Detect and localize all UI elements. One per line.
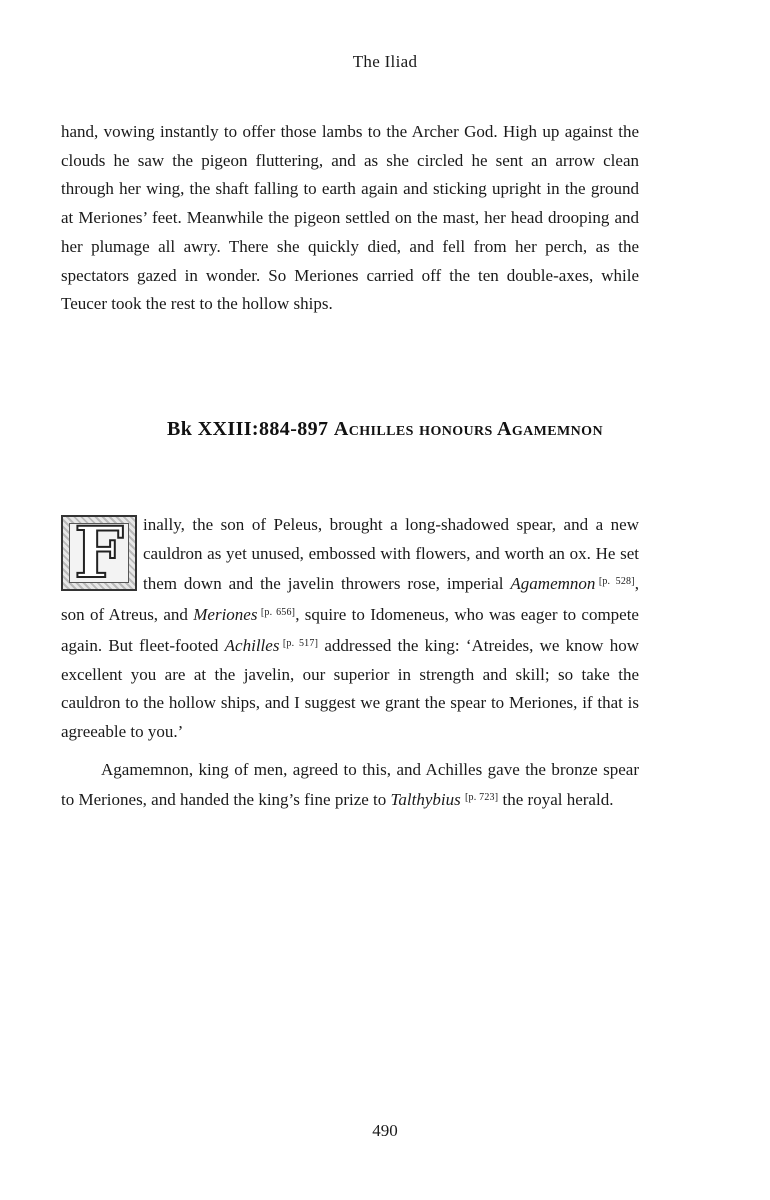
paragraph: hand, vowing instantly to offer those lambs to the Archer God. High up against the clouds he saw the pigeon fluttering, and as she circled he sent an arrow clean through her wing, the shaft falling to earth again and sticking upright in the ground at Meriones’ feet. Meanwhile the pigeon settled on the mast, her head drooping and her plumage all awry. There she quickly died, and fell from her perch, as the spectators gazed in wonder. So Meriones carried off the ten double-axes, while Teucer took the rest to the hollow ships. <box>61 122 639 314</box>
character-name: Achilles <box>224 635 280 655</box>
text-run: inally, the son of Peleus, brought a long-shadowed spear, and a new cauldron as yet unused, embossed with flowers, and worth an ox. He set them down and the javelin throwers rose, imperial <box>143 515 639 594</box>
character-name: Agamemnon <box>510 574 596 594</box>
text-run: the royal herald. <box>498 790 614 810</box>
drop-cap-letter: F <box>74 511 124 594</box>
page-reference-link[interactable]: [p. 723] <box>465 792 499 804</box>
text-run: Agamemnon, king of men, agreed to this, and Achilles gave the bronze spear to Meriones, and handed the king’s fine prize to <box>61 759 639 810</box>
section-reference: Bk XXIII:884-897 <box>167 418 329 440</box>
page-reference-link[interactable]: [p. 528] <box>598 576 635 588</box>
text-run: , son of Atreus, and <box>61 574 639 625</box>
page-reference-link[interactable]: [p. 517] <box>282 637 319 649</box>
character-name: Meriones <box>193 605 258 625</box>
character-name: Talthybius <box>390 790 461 810</box>
text-run: addressed the king: ‘Atreides, we know how excellent you are at the javelin, our superior in strength and skill; so take the cauldron to the hollow ships, and I suggest we grant the spear to Meriones, if that is agreeable to you.’ <box>61 635 639 741</box>
drop-cap-ornament <box>61 511 137 594</box>
paragraph <box>61 756 639 815</box>
page-number: 490 <box>372 1121 398 1140</box>
section-title: Achilles honours Agamemnon <box>333 418 603 440</box>
text-run: , squire to Idomeneus, who was eager to compete again. But fleet-footed <box>61 605 639 655</box>
paragraph <box>61 511 639 747</box>
section-heading <box>0 418 770 441</box>
body-text-continued <box>61 118 639 319</box>
running-title: The Iliad <box>352 52 418 71</box>
page-reference-link[interactable]: [p. 656] <box>260 607 296 619</box>
section-body <box>61 511 639 815</box>
